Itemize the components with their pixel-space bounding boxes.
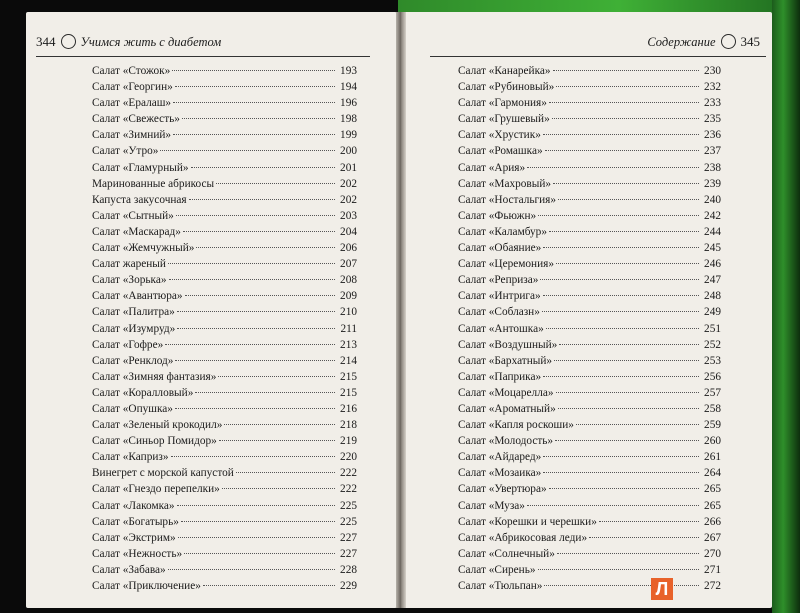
toc-entry-page: 247 (704, 274, 721, 287)
toc-entry-page: 239 (704, 177, 721, 190)
toc-leader-dots (599, 521, 699, 522)
toc-entry-title: Салат «Молодость» (458, 435, 554, 448)
toc-entry-title: Салат «Тюльпан» (458, 580, 543, 592)
toc-entry-title: Салат «Гофре» (92, 338, 164, 351)
toc-entry-title: Салат «Ностальгия» (458, 193, 557, 206)
toc-leader-dots (173, 134, 335, 135)
toc-leader-dots (175, 408, 335, 409)
toc-entry (458, 337, 721, 353)
toc-entry (458, 95, 721, 111)
toc-leader-dots (203, 585, 335, 586)
toc-entry-page: 201 (340, 161, 357, 174)
toc-entry-title: Салат жареный (92, 258, 166, 271)
toc-entry (92, 272, 357, 288)
toc-leader-dots (177, 311, 335, 312)
toc-entry-title: Салат «Гламурный» (92, 161, 189, 174)
toc-leader-dots (196, 247, 335, 248)
toc-entry-page: 230 (704, 65, 721, 77)
toc-leader-dots (549, 231, 699, 232)
toc-entry-page: 218 (340, 419, 357, 432)
toc-leader-dots (552, 118, 699, 119)
toc-entry (92, 240, 357, 256)
toc-entry (458, 111, 721, 127)
toc-entry-page: 240 (704, 193, 721, 206)
toc-entry-page: 272 (704, 580, 721, 592)
toc-entry (458, 562, 721, 578)
toc-entry-page: 256 (704, 370, 721, 383)
toc-entry-title: Салат «Соблазн» (458, 306, 540, 319)
toc-leader-dots (589, 537, 699, 538)
toc-entry-title: Салат «Лакомка» (92, 499, 175, 512)
watermark-logo: Л (651, 578, 673, 600)
toc-entry-page: 270 (704, 547, 721, 560)
toc-entry (92, 449, 357, 465)
toc-entry-page: 244 (704, 225, 721, 238)
toc-leader-dots (176, 215, 335, 216)
toc-entry-title: Салат «Сытный» (92, 209, 174, 222)
toc-leader-dots (545, 150, 699, 151)
toc-leader-dots (559, 344, 699, 345)
toc-entry-title: Салат «Опушка» (92, 402, 173, 415)
toc-leader-dots (175, 86, 335, 87)
toc-entry-title: Салат «Экстрим» (92, 531, 176, 544)
toc-leader-dots (538, 215, 699, 216)
toc-entry-title: Салат «Коралловый» (92, 386, 194, 399)
toc-leader-dots (177, 328, 335, 329)
toc-entry-title: Салат «Хрустик» (458, 129, 541, 142)
toc-entry-page: 202 (340, 193, 357, 206)
toc-entry (92, 95, 357, 111)
toc-leader-dots (183, 231, 335, 232)
toc-entry-page: 238 (704, 161, 721, 174)
left-toc-list (92, 63, 357, 594)
toc-leader-dots (165, 344, 335, 345)
toc-entry-page: 194 (340, 81, 357, 94)
toc-entry (92, 369, 357, 385)
left-page-header (36, 34, 376, 54)
toc-entry (92, 481, 357, 497)
toc-entry-page: 245 (704, 242, 721, 255)
toc-entry (92, 321, 357, 337)
toc-entry (458, 79, 721, 95)
toc-entry-title: Салат «Георгин» (92, 81, 173, 94)
toc-entry-page: 227 (340, 531, 357, 544)
toc-entry-title: Салат «Зимняя фантазия» (92, 370, 217, 383)
toc-entry (92, 546, 357, 562)
toc-entry (458, 481, 721, 497)
toc-entry-page: 259 (704, 419, 721, 432)
toc-entry-page: 232 (704, 81, 721, 94)
toc-leader-dots (540, 279, 699, 280)
toc-entry (458, 369, 721, 385)
toc-entry (92, 401, 357, 417)
toc-entry-page: 265 (704, 483, 721, 496)
toc-entry-page: 242 (704, 209, 721, 222)
toc-entry (458, 288, 721, 304)
toc-leader-dots (182, 118, 335, 119)
right-running-head: Содержание (647, 35, 716, 49)
toc-entry-page: 199 (340, 129, 357, 142)
toc-entry-title: Салат «Зорька» (92, 274, 167, 287)
toc-entry (458, 63, 721, 79)
toc-entry-title: Салат «Сирень» (458, 563, 536, 576)
toc-entry-page: 216 (340, 402, 357, 415)
toc-entry-title: Салат «Айдаред» (458, 451, 542, 464)
toc-entry-title: Салат «Абрикосовая леди» (458, 531, 588, 544)
toc-entry (458, 465, 721, 481)
toc-entry-title: Салат «Солнечный» (458, 547, 555, 560)
toc-leader-dots (218, 376, 335, 377)
toc-leader-dots (527, 167, 699, 168)
toc-leader-dots (538, 569, 699, 570)
toc-leader-dots (549, 488, 699, 489)
toc-entry (458, 256, 721, 272)
toc-entry (92, 417, 357, 433)
toc-leader-dots (546, 328, 699, 329)
toc-entry-page: 222 (340, 467, 357, 480)
toc-entry-page: 271 (704, 563, 721, 576)
toc-entry-title: Салат «Увертюра» (458, 483, 547, 496)
toc-entry-title: Салат «Махровый» (458, 177, 552, 190)
toc-entry (92, 562, 357, 578)
toc-entry (458, 401, 721, 417)
toc-entry-page: 204 (340, 225, 357, 238)
toc-entry-title: Салат «Ромашка» (458, 145, 543, 158)
toc-entry-title: Салат «Каприз» (92, 451, 169, 464)
toc-leader-dots (555, 440, 699, 441)
toc-entry-page: 227 (340, 547, 357, 560)
toc-leader-dots (543, 134, 699, 135)
toc-leader-dots (542, 311, 699, 312)
toc-entry-page: 236 (704, 129, 721, 142)
toc-entry (92, 465, 357, 481)
toc-leader-dots (219, 440, 335, 441)
toc-entry (92, 304, 357, 320)
toc-leader-dots (557, 553, 699, 554)
toc-entry-page: 211 (340, 322, 357, 335)
toc-entry (458, 353, 721, 369)
toc-entry-page: 258 (704, 402, 721, 415)
toc-entry-title: Салат «Бархатный» (458, 354, 553, 367)
toc-entry-page: 193 (340, 65, 357, 77)
toc-entry-title: Салат «Гнездо перепелки» (92, 483, 220, 496)
left-running-head: Учимся жить с диабетом (80, 35, 222, 49)
toc-entry-title: Салат «Жемчужный» (92, 242, 195, 255)
toc-entry-title: Салат «Свежесть» (92, 113, 180, 126)
toc-entry (92, 127, 357, 143)
toc-entry-page: 264 (704, 467, 721, 480)
toc-entry-title: Салат «Реприза» (458, 274, 539, 287)
toc-entry (458, 143, 721, 159)
toc-entry (92, 192, 357, 208)
toc-entry (92, 578, 357, 594)
toc-entry-title: Салат «Богатырь» (92, 515, 179, 528)
toc-leader-dots (543, 472, 699, 473)
toc-leader-dots (543, 247, 699, 248)
right-page-header (420, 34, 760, 54)
ring-ornament-icon (61, 34, 76, 49)
toc-entry-title: Салат «Ария» (458, 161, 526, 174)
toc-leader-dots (160, 150, 335, 151)
toc-entry (92, 160, 357, 176)
toc-entry-title: Салат «Авантюра» (92, 290, 183, 303)
toc-entry-title: Маринованные абрикосы (92, 177, 215, 190)
toc-entry-page: 200 (340, 145, 357, 158)
toc-entry (458, 160, 721, 176)
toc-entry (92, 530, 357, 546)
toc-leader-dots (544, 585, 699, 586)
toc-entry-page: 214 (340, 354, 357, 367)
toc-leader-dots (549, 102, 699, 103)
toc-entry-title: Салат «Нежность» (92, 547, 183, 560)
toc-entry-page: 225 (340, 499, 357, 512)
toc-leader-dots (178, 537, 335, 538)
toc-entry-page: 229 (340, 580, 357, 592)
toc-entry-title: Салат «Каламбур» (458, 225, 547, 238)
toc-entry-title: Салат «Зеленый крокодил» (92, 419, 223, 432)
toc-entry-title: Салат «Капля роскоши» (458, 419, 574, 432)
toc-leader-dots (181, 521, 335, 522)
toc-leader-dots (169, 279, 335, 280)
toc-entry-page: 206 (340, 242, 357, 255)
toc-entry (458, 304, 721, 320)
right-toc-list (458, 63, 721, 594)
toc-entry-title: Салат «Гармония» (458, 97, 547, 110)
toc-entry-page: 210 (340, 306, 357, 319)
toc-entry (92, 433, 357, 449)
toc-entry (92, 288, 357, 304)
toc-entry-title: Салат «Приключение» (92, 580, 201, 592)
toc-leader-dots (554, 360, 699, 361)
toc-entry-title: Салат «Ералаш» (92, 97, 172, 110)
toc-leader-dots (553, 183, 699, 184)
toc-entry (92, 143, 357, 159)
toc-leader-dots (172, 70, 335, 71)
toc-entry-title: Салат «Ренклод» (92, 354, 174, 367)
toc-entry-title: Салат «Мозаика» (458, 467, 542, 480)
toc-entry (92, 256, 357, 272)
left-page-number: 344 (36, 34, 56, 49)
toc-entry (458, 176, 721, 192)
toc-entry-title: Салат «Изумруд» (92, 322, 176, 335)
toc-leader-dots (216, 183, 335, 184)
toc-entry-page: 203 (340, 209, 357, 222)
toc-entry-page: 196 (340, 97, 357, 110)
toc-entry-page: 248 (704, 290, 721, 303)
toc-entry (92, 385, 357, 401)
toc-entry-title: Салат «Грушевый» (458, 113, 550, 126)
toc-leader-dots (558, 199, 699, 200)
toc-leader-dots (191, 167, 335, 168)
right-page-number: 345 (740, 34, 760, 49)
toc-entry (92, 176, 357, 192)
toc-entry-page: 215 (340, 386, 357, 399)
toc-leader-dots (189, 199, 335, 200)
toc-leader-dots (184, 553, 335, 554)
toc-entry-title: Салат «Воздушный» (458, 338, 558, 351)
toc-leader-dots (543, 456, 699, 457)
toc-entry-page: 257 (704, 386, 721, 399)
toc-entry-title: Салат «Синьор Помидор» (92, 435, 217, 448)
toc-entry-page: 207 (340, 258, 357, 271)
toc-entry (458, 192, 721, 208)
toc-entry (458, 498, 721, 514)
toc-entry-title: Салат «Паприка» (458, 370, 542, 383)
toc-entry-title: Салат «Обаяние» (458, 242, 542, 255)
toc-entry-page: 252 (704, 338, 721, 351)
toc-entry-title: Салат «Фьюжн» (458, 209, 537, 222)
toc-leader-dots (224, 424, 335, 425)
toc-entry (92, 63, 357, 79)
toc-entry-title: Салат «Зимний» (92, 129, 172, 142)
toc-leader-dots (175, 360, 335, 361)
toc-entry-page: 251 (704, 322, 721, 335)
toc-leader-dots (527, 505, 699, 506)
toc-entry-title: Салат «Антошка» (458, 322, 544, 335)
toc-entry (92, 498, 357, 514)
toc-entry (92, 337, 357, 353)
toc-entry (458, 578, 721, 594)
toc-entry-title: Салат «Утро» (92, 145, 159, 158)
toc-entry (458, 240, 721, 256)
toc-entry-page: 235 (704, 113, 721, 126)
toc-entry (458, 417, 721, 433)
toc-entry (92, 208, 357, 224)
toc-leader-dots (171, 456, 335, 457)
toc-entry-page: 209 (340, 290, 357, 303)
toc-leader-dots (177, 505, 335, 506)
toc-entry-page: 260 (704, 435, 721, 448)
toc-entry-page: 249 (704, 306, 721, 319)
toc-leader-dots (556, 86, 699, 87)
toc-entry-page: 202 (340, 177, 357, 190)
toc-entry (458, 272, 721, 288)
toc-leader-dots (173, 102, 335, 103)
toc-leader-dots (556, 263, 699, 264)
toc-entry-page: 225 (340, 515, 357, 528)
toc-entry-title: Салат «Рубиновый» (458, 81, 555, 94)
toc-entry (92, 111, 357, 127)
toc-leader-dots (168, 569, 335, 570)
toc-entry (458, 514, 721, 530)
toc-leader-dots (236, 472, 335, 473)
book-gutter (396, 12, 406, 608)
toc-entry (92, 353, 357, 369)
toc-entry-page: 237 (704, 145, 721, 158)
toc-entry (458, 546, 721, 562)
toc-leader-dots (195, 392, 335, 393)
toc-entry-title: Салат «Корешки и черешки» (458, 515, 597, 528)
toc-entry (92, 224, 357, 240)
toc-leader-dots (558, 408, 699, 409)
toc-entry-page: 246 (704, 258, 721, 271)
book-cover-side (772, 0, 800, 613)
left-header-rule (36, 56, 370, 57)
toc-entry-title: Салат «Интрига» (458, 290, 541, 303)
toc-leader-dots (168, 263, 335, 264)
toc-entry-page: 261 (704, 451, 721, 464)
toc-entry-page: 266 (704, 515, 721, 528)
toc-entry-title: Салат «Палитра» (92, 306, 175, 319)
toc-leader-dots (222, 488, 335, 489)
toc-leader-dots (185, 295, 335, 296)
toc-entry-title: Салат «Канарейка» (458, 65, 551, 77)
toc-entry-page: 267 (704, 531, 721, 544)
toc-entry-title: Салат «Стожок» (92, 65, 171, 77)
toc-entry-page: 233 (704, 97, 721, 110)
toc-entry (92, 79, 357, 95)
toc-entry-page: 265 (704, 499, 721, 512)
toc-entry (458, 385, 721, 401)
toc-entry-page: 220 (340, 451, 357, 464)
toc-entry-title: Капуста закусочная (92, 193, 187, 206)
toc-entry-page: 208 (340, 274, 357, 287)
toc-entry-title: Винегрет с морской капустой (92, 467, 234, 480)
toc-entry-page: 213 (340, 338, 357, 351)
toc-entry (458, 224, 721, 240)
toc-entry-page: 222 (340, 483, 357, 496)
toc-entry (458, 208, 721, 224)
toc-entry-page: 215 (340, 370, 357, 383)
toc-entry-title: Салат «Церемония» (458, 258, 554, 271)
toc-entry-title: Салат «Моцарелла» (458, 386, 554, 399)
toc-entry (458, 530, 721, 546)
toc-entry (458, 321, 721, 337)
toc-entry (92, 514, 357, 530)
toc-entry-page: 198 (340, 113, 357, 126)
right-header-rule (430, 56, 766, 57)
toc-entry (458, 449, 721, 465)
toc-entry-title: Салат «Ароматный» (458, 402, 556, 415)
toc-entry (458, 433, 721, 449)
ring-ornament-icon (721, 34, 736, 49)
toc-entry-page: 219 (340, 435, 357, 448)
toc-leader-dots (556, 392, 700, 393)
toc-entry-page: 228 (340, 563, 357, 576)
toc-entry-title: Салат «Забава» (92, 563, 166, 576)
toc-leader-dots (576, 424, 699, 425)
toc-leader-dots (553, 70, 699, 71)
toc-entry-title: Салат «Маскарад» (92, 225, 181, 238)
toc-leader-dots (543, 295, 699, 296)
toc-entry-page: 253 (704, 354, 721, 367)
toc-entry (458, 127, 721, 143)
toc-leader-dots (543, 376, 699, 377)
toc-entry-title: Салат «Муза» (458, 499, 525, 512)
